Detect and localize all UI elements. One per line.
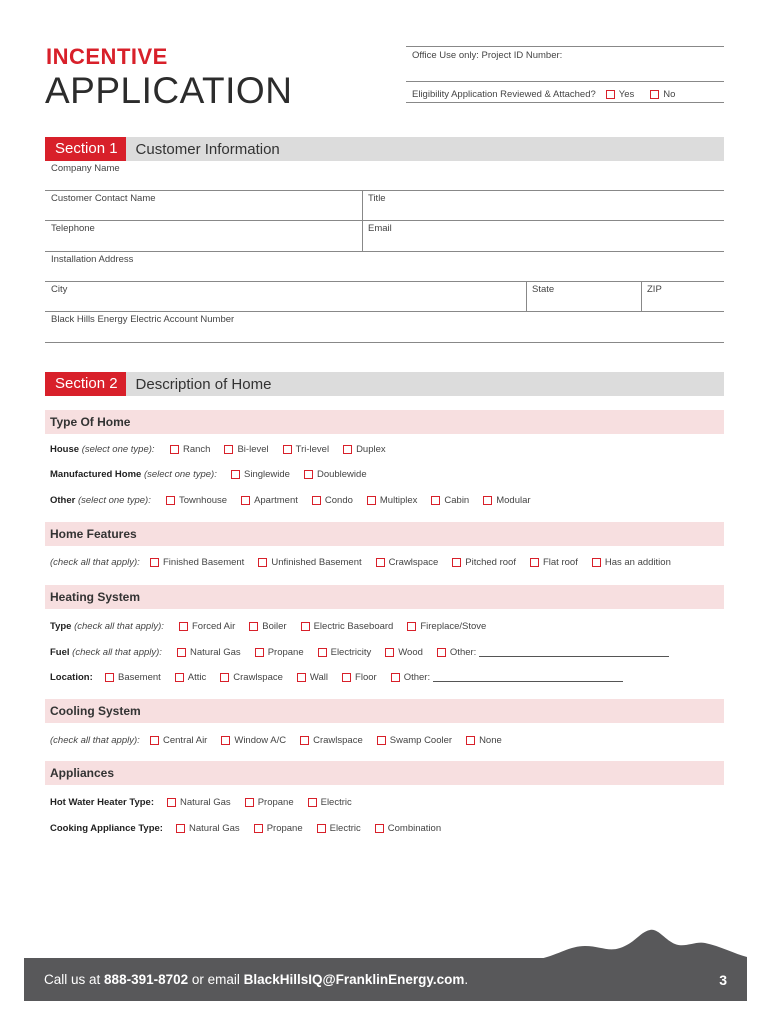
checkbox-icon[interactable] <box>177 648 186 657</box>
option-electric-baseboard[interactable]: Electric Baseboard <box>301 621 394 632</box>
eligibility-row <box>406 81 724 103</box>
checkbox-icon[interactable] <box>606 90 615 99</box>
checkbox-icon[interactable] <box>179 622 188 631</box>
checkbox-icon[interactable] <box>150 736 159 745</box>
checkbox-icon[interactable] <box>317 824 326 833</box>
option-pitched-roof[interactable]: Pitched roof <box>452 557 516 568</box>
option-location-other[interactable]: Other: <box>391 672 430 683</box>
option-cook-propane[interactable]: Propane <box>254 823 303 834</box>
option-duplex[interactable]: Duplex <box>343 444 386 455</box>
checkbox-icon[interactable] <box>650 90 659 99</box>
cooking-row <box>50 821 441 835</box>
checkbox-icon[interactable] <box>530 558 539 567</box>
other-label: Other <box>50 494 76 506</box>
checkbox-icon[interactable] <box>391 673 400 682</box>
section-2-title: Description of Home <box>135 375 272 393</box>
appliances-heading: Appliances <box>45 761 724 785</box>
checkbox-icon[interactable] <box>167 798 176 807</box>
checkbox-icon[interactable] <box>466 736 475 745</box>
title-application: APPLICATION <box>45 70 293 111</box>
contact-name-field[interactable]: Customer Contact Name <box>51 193 156 204</box>
divider <box>45 342 724 343</box>
checkbox-icon[interactable] <box>312 496 321 505</box>
heating-type-hint: (check all that apply): <box>74 620 164 632</box>
option-wall[interactable]: Wall <box>297 672 328 683</box>
office-use-label: Office Use only: Project ID Number: <box>412 50 563 61</box>
checkbox-icon[interactable] <box>150 558 159 567</box>
heating-location-label: Location: <box>50 671 93 683</box>
checkbox-icon[interactable] <box>166 496 175 505</box>
eligibility-yes[interactable]: Yes <box>606 89 635 100</box>
city-field[interactable]: City <box>51 284 68 295</box>
footer-email[interactable]: BlackHillsIQ@FranklinEnergy.com <box>243 972 465 987</box>
checkbox-icon[interactable] <box>254 824 263 833</box>
option-attic[interactable]: Attic <box>175 672 206 683</box>
cooking-label: Cooking Appliance Type: <box>50 822 163 834</box>
checkbox-icon[interactable] <box>255 648 264 657</box>
checkbox-icon[interactable] <box>220 673 229 682</box>
title-incentive: INCENTIVE <box>46 44 168 69</box>
checkbox-icon[interactable] <box>249 622 258 631</box>
option-fireplace-stove[interactable]: Fireplace/Stove <box>407 621 486 632</box>
option-boiler[interactable]: Boiler <box>249 621 286 632</box>
option-window-ac[interactable]: Window A/C <box>221 735 286 746</box>
checkbox-icon[interactable] <box>175 673 184 682</box>
option-apartment[interactable]: Apartment <box>241 495 298 506</box>
checkbox-icon[interactable] <box>221 736 230 745</box>
house-type-row <box>50 442 386 456</box>
cooling-hint: (check all that apply): <box>50 734 140 746</box>
type-of-home-heading: Type Of Home <box>45 410 724 434</box>
checkbox-icon[interactable] <box>224 445 233 454</box>
option-singlewide[interactable]: Singlewide <box>231 469 290 480</box>
option-cabin[interactable]: Cabin <box>431 495 469 506</box>
title-field[interactable]: Title <box>368 193 386 204</box>
office-use-field[interactable] <box>406 46 724 82</box>
home-features-heading: Home Features <box>45 522 724 546</box>
checkbox-icon[interactable] <box>375 824 384 833</box>
email-field[interactable]: Email <box>368 223 392 234</box>
option-has-addition[interactable]: Has an addition <box>592 557 671 568</box>
footer-bar <box>24 958 747 1001</box>
option-wood[interactable]: Wood <box>385 647 423 658</box>
option-cooling-crawlspace[interactable]: Crawlspace <box>300 735 363 746</box>
checkbox-icon[interactable] <box>297 673 306 682</box>
manufactured-label: Manufactured Home <box>50 468 142 480</box>
option-tri-level[interactable]: Tri-level <box>283 444 329 455</box>
checkbox-icon[interactable] <box>452 558 461 567</box>
option-forced-air[interactable]: Forced Air <box>179 621 235 632</box>
option-crawlspace[interactable]: Crawlspace <box>376 557 439 568</box>
checkbox-icon[interactable] <box>377 736 386 745</box>
cooling-system-heading: Cooling System <box>45 699 724 723</box>
checkbox-icon[interactable] <box>367 496 376 505</box>
option-wh-propane[interactable]: Propane <box>245 797 294 808</box>
checkbox-icon[interactable] <box>300 736 309 745</box>
checkbox-icon[interactable] <box>241 496 250 505</box>
heating-fuel-hint: (check all that apply): <box>72 646 162 658</box>
option-wh-natural-gas[interactable]: Natural Gas <box>167 797 231 808</box>
section-2-header <box>45 372 724 396</box>
eligibility-no[interactable]: No <box>650 89 675 100</box>
checkbox-icon[interactable] <box>176 824 185 833</box>
fuel-other-input[interactable] <box>479 647 669 657</box>
option-cook-electric[interactable]: Electric <box>317 823 361 834</box>
checkbox-icon[interactable] <box>245 798 254 807</box>
option-modular[interactable]: Modular <box>483 495 530 506</box>
option-floor[interactable]: Floor <box>342 672 377 683</box>
checkbox-icon[interactable] <box>258 558 267 567</box>
option-fuel-other[interactable]: Other: <box>437 647 476 658</box>
option-finished-basement[interactable]: Finished Basement <box>150 557 244 568</box>
option-flat-roof[interactable]: Flat roof <box>530 557 578 568</box>
option-multiplex[interactable]: Multiplex <box>367 495 418 506</box>
option-electricity[interactable]: Electricity <box>318 647 372 658</box>
other-hint: (select one type): <box>77 494 151 506</box>
option-ranch[interactable]: Ranch <box>170 444 210 455</box>
option-propane[interactable]: Propane <box>255 647 304 658</box>
heating-location-row <box>50 670 623 684</box>
water-heater-row <box>50 795 352 809</box>
footer-contact: Call us at 888-391-8702 or email BlackHillsIQ@FranklinEnergy.com. <box>44 972 469 987</box>
checkbox-icon[interactable] <box>437 648 446 657</box>
option-doublewide[interactable]: Doublewide <box>304 469 367 480</box>
heating-fuel-label: Fuel <box>50 646 70 658</box>
checkbox-icon[interactable] <box>283 445 292 454</box>
state-field[interactable]: State <box>532 284 555 295</box>
zip-field[interactable]: ZIP <box>647 284 662 295</box>
option-condo[interactable]: Condo <box>312 495 353 506</box>
house-hint: (select one type): <box>81 443 155 455</box>
checkbox-icon[interactable] <box>483 496 492 505</box>
checkbox-icon[interactable] <box>318 648 327 657</box>
option-basement[interactable]: Basement <box>105 672 161 683</box>
checkbox-icon[interactable] <box>105 673 114 682</box>
option-cook-combination[interactable]: Combination <box>375 823 441 834</box>
checkbox-icon[interactable] <box>308 798 317 807</box>
installation-address-field[interactable]: Installation Address <box>51 254 134 265</box>
checkbox-icon[interactable] <box>376 558 385 567</box>
manufactured-hint: (select one type): <box>143 468 217 480</box>
checkbox-icon[interactable] <box>170 445 179 454</box>
telephone-field[interactable]: Telephone <box>51 223 95 234</box>
checkbox-icon[interactable] <box>304 470 313 479</box>
section-2-number: Section 2 <box>45 372 126 396</box>
section-1-title: Customer Information <box>135 140 280 158</box>
option-unfinished-basement[interactable]: Unfinished Basement <box>258 557 361 568</box>
heating-type-label: Type <box>50 620 72 632</box>
option-none[interactable]: None <box>466 735 502 746</box>
heating-system-heading: Heating System <box>45 585 724 609</box>
heating-fuel-row <box>50 645 669 659</box>
mountain-graphic <box>540 926 747 959</box>
manufactured-type-row <box>50 467 367 481</box>
house-label: House <box>50 443 80 455</box>
eligibility-label: Eligibility Application Reviewed & Attached? <box>412 88 596 100</box>
option-townhouse[interactable]: Townhouse <box>166 495 227 506</box>
page-number: 3 <box>719 971 727 988</box>
home-features-hint: (check all that apply): <box>50 556 140 568</box>
other-type-row <box>50 493 531 507</box>
option-cook-natural-gas[interactable]: Natural Gas <box>176 823 240 834</box>
checkbox-icon[interactable] <box>592 558 601 567</box>
option-bi-level[interactable]: Bi-level <box>224 444 268 455</box>
option-location-crawlspace[interactable]: Crawlspace <box>220 672 283 683</box>
checkbox-icon[interactable] <box>431 496 440 505</box>
location-other-input[interactable] <box>433 672 623 682</box>
account-number-field[interactable]: Black Hills Energy Electric Account Number <box>51 314 235 325</box>
cooling-row <box>50 733 502 747</box>
option-natural-gas[interactable]: Natural Gas <box>177 647 241 658</box>
checkbox-icon[interactable] <box>343 445 352 454</box>
section-1-number: Section 1 <box>45 137 126 161</box>
footer-phone[interactable]: 888-391-8702 <box>104 972 189 987</box>
home-features-row <box>50 555 671 569</box>
heating-type-row <box>50 619 486 633</box>
option-central-air[interactable]: Central Air <box>150 735 207 746</box>
checkbox-icon[interactable] <box>407 622 416 631</box>
company-name-field[interactable]: Company Name <box>51 163 120 174</box>
checkbox-icon[interactable] <box>231 470 240 479</box>
checkbox-icon[interactable] <box>342 673 351 682</box>
option-wh-electric[interactable]: Electric <box>308 797 352 808</box>
water-heater-label: Hot Water Heater Type: <box>50 796 154 808</box>
checkbox-icon[interactable] <box>385 648 394 657</box>
option-swamp-cooler[interactable]: Swamp Cooler <box>377 735 452 746</box>
section-1-header <box>45 137 724 161</box>
checkbox-icon[interactable] <box>301 622 310 631</box>
